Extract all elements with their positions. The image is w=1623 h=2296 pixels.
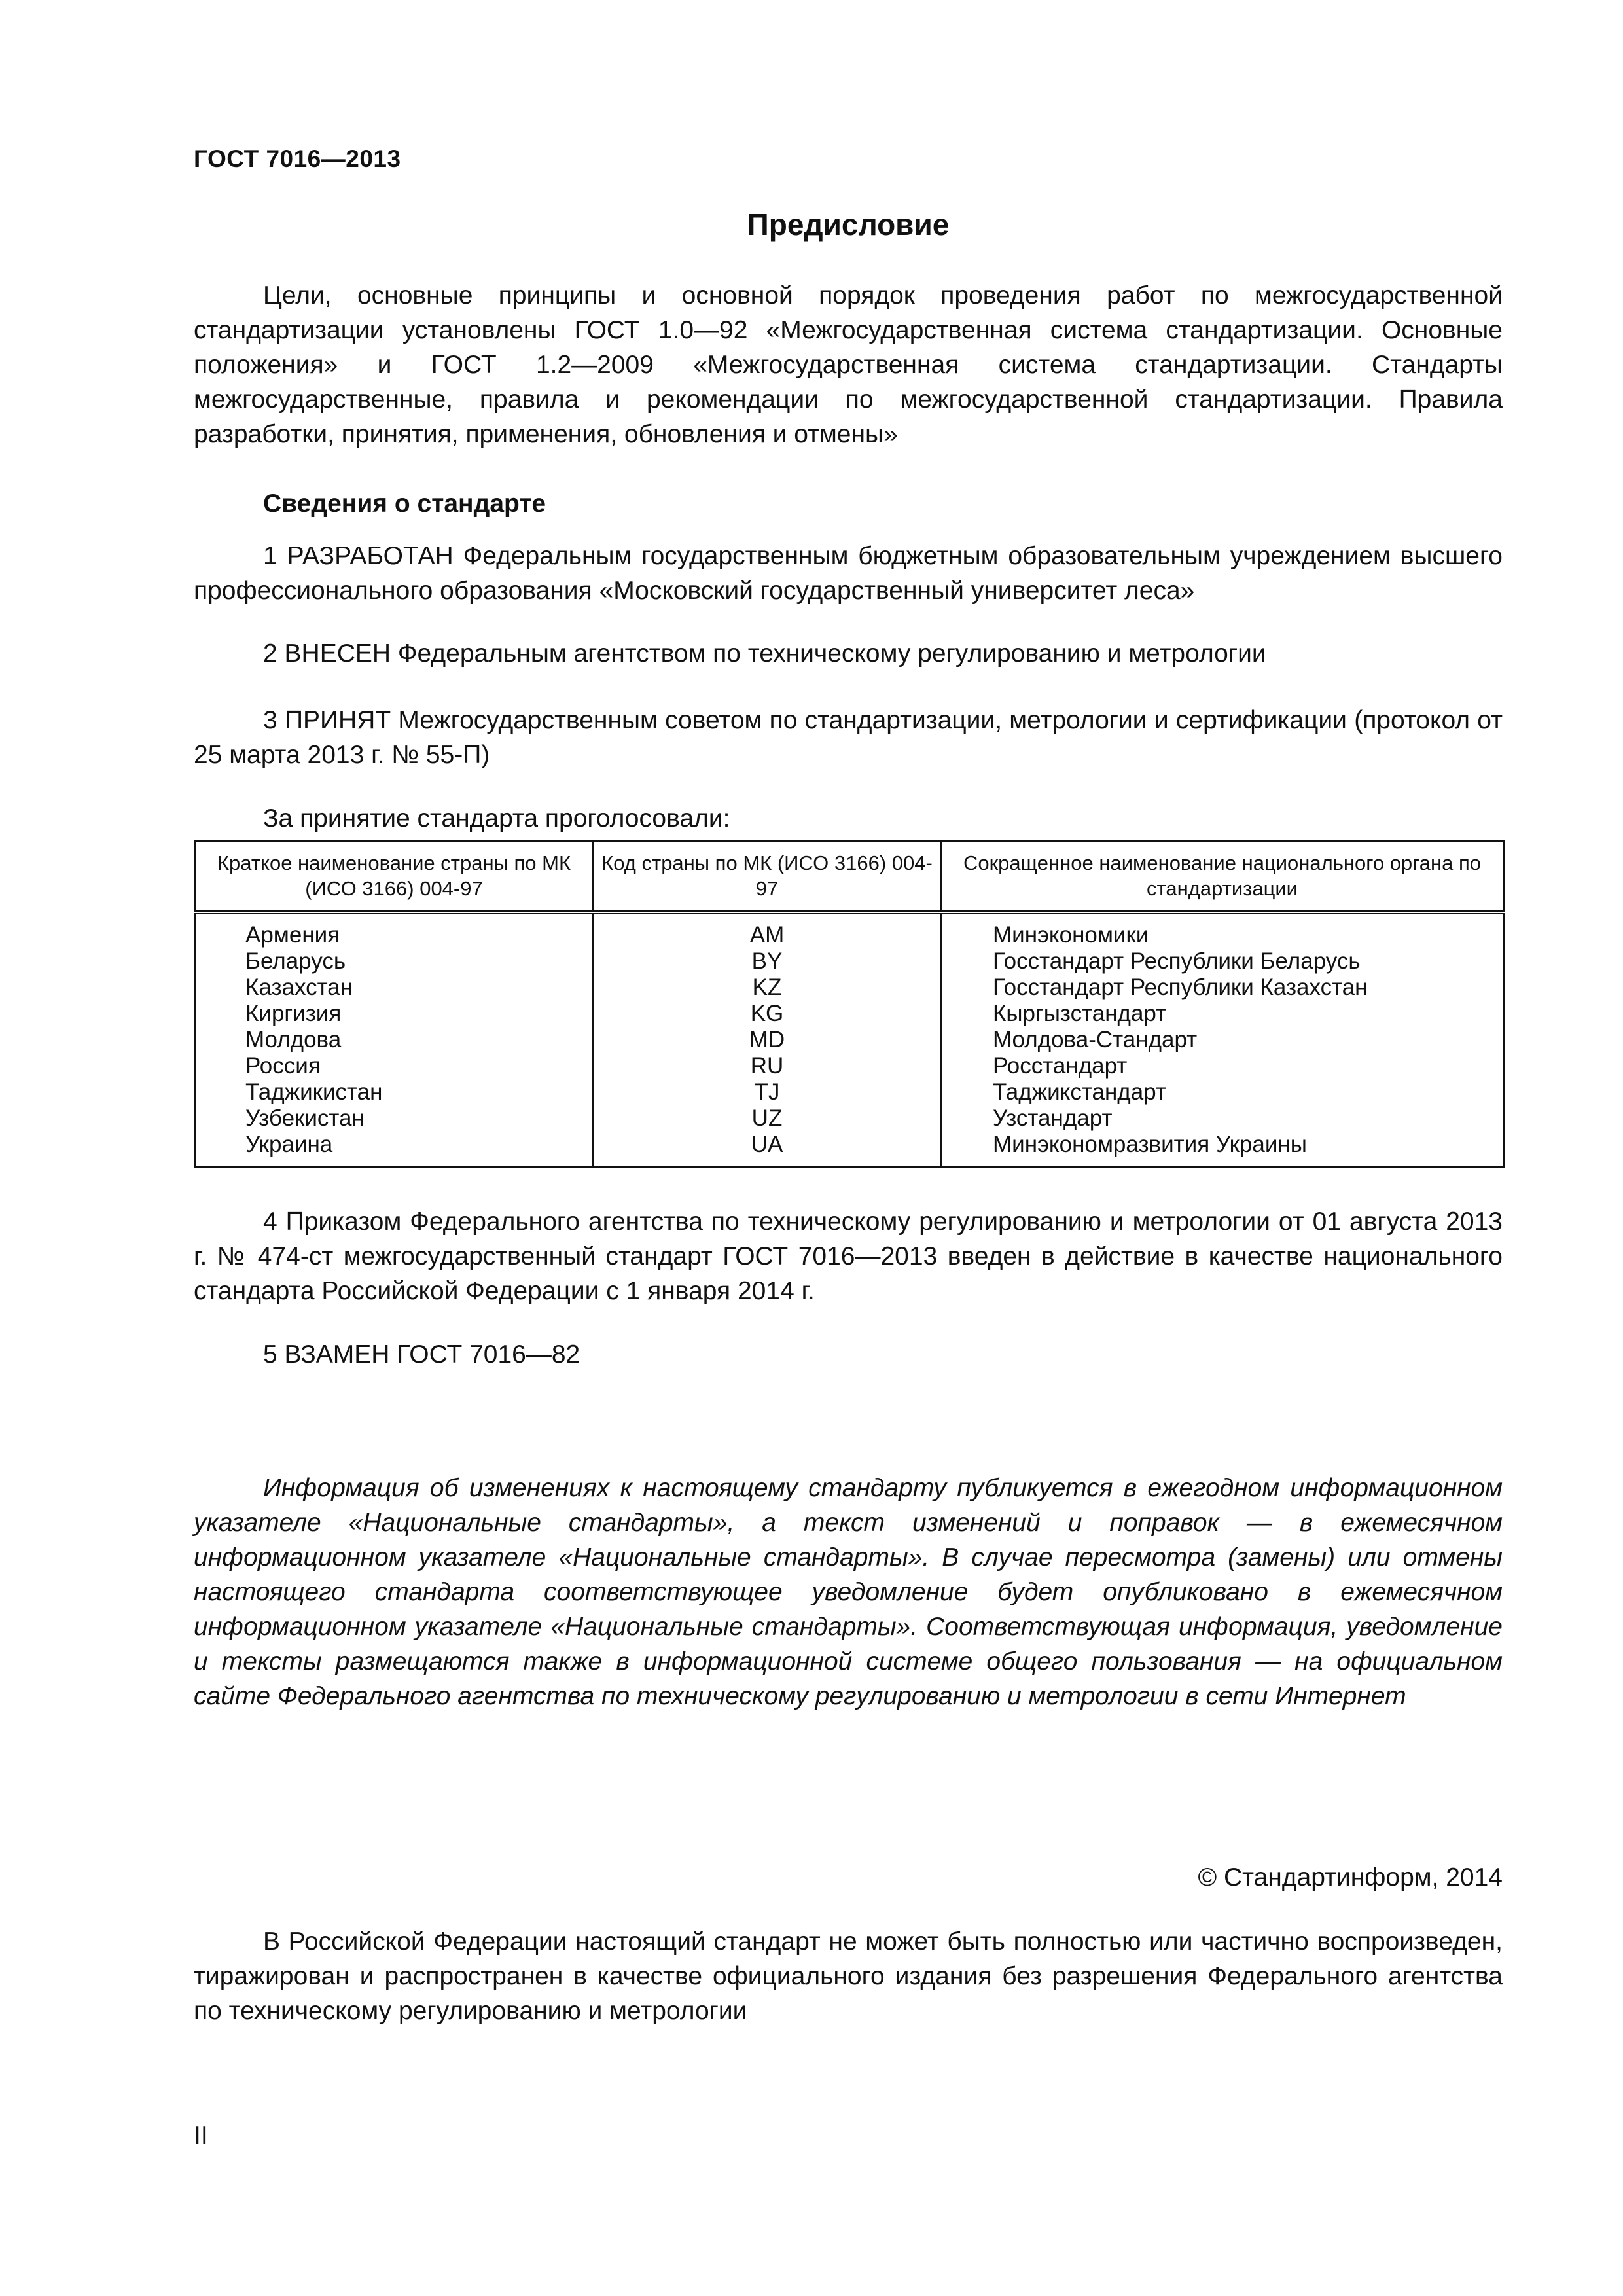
country-code: UZ <box>751 1105 783 1131</box>
country-name: Армения <box>245 922 340 948</box>
item-introduced: 2 ВНЕСЕН Федеральным агентством по техническому регулированию и метрологии <box>263 639 1266 668</box>
authority-name: Госстандарт Республики Беларусь <box>993 948 1361 974</box>
country-code: RU <box>750 1053 784 1079</box>
section-heading: Сведения о стандарте <box>263 490 546 518</box>
standard-code: ГОСТ 7016—2013 <box>194 145 401 172</box>
country-code: KG <box>750 1001 784 1026</box>
country-name: Беларусь <box>245 948 346 974</box>
country-code: MD <box>749 1027 785 1052</box>
authority-name: Минэкономики <box>993 922 1149 948</box>
column-header-authority: Сокращенное наименование национального органа по стандартизации <box>941 842 1504 913</box>
item-replaces: 5 ВЗАМЕН ГОСТ 7016—82 <box>263 1340 580 1369</box>
table-header-row <box>195 842 1504 913</box>
country-code: AM <box>749 922 785 948</box>
country-code: KZ <box>752 975 782 1000</box>
changes-notice: Информация об изменениях к настоящему стандарту публикуется в ежегодном информационном указателе «Национальные стандарты», а текст изменений и поправок — в ежемесячном информационном указателе «Национальные стандарты». В случае пересмотра (замены) или отмены настоящего стандарта соответствующее уведомление будет опубликовано в ежемесячном информационном указателе «Национальные стандарты». Соответствующая информация, уведомление и тексты размещаются также в информационной системе общего пользования — на официальном сайте Федерального агентства по техническому регулированию и метрологии в сети Интернет <box>194 1474 1503 1710</box>
authority-name: Минэкономразвития Украины <box>993 1132 1307 1157</box>
country-name: Узбекистан <box>245 1105 365 1131</box>
code-column <box>594 912 941 1167</box>
authority-name: Госстандарт Республики Казахстан <box>993 975 1368 1000</box>
authority-name: Кыргызстандарт <box>993 1001 1167 1026</box>
country-code: TJ <box>754 1079 780 1105</box>
country-name: Киргизия <box>245 1001 342 1026</box>
vote-intro: За принятие стандарта проголосовали: <box>263 804 730 833</box>
authority-name: Узстандарт <box>993 1105 1113 1131</box>
country-name: Украина <box>245 1132 333 1157</box>
page-number: II <box>194 2122 208 2150</box>
authority-name: Таджикстандарт <box>993 1079 1166 1105</box>
country-name: Россия <box>245 1053 321 1079</box>
page-title: Предисловие <box>747 207 950 242</box>
item-enacted: 4 Приказом Федерального агентства по техническому регулированию и метрологии от 01 августа 2013 г. № 474-ст межгосударственный стандарт ГОСТ 7016—2013 введен в действие в качестве национального стандарта Российской Федерации с 1 января 2014 г. <box>194 1208 1503 1305</box>
country-name: Казахстан <box>245 975 353 1000</box>
country-column <box>195 912 594 1167</box>
vote-table <box>194 840 1505 1168</box>
country-code: UA <box>751 1132 783 1157</box>
intro-paragraph: Цели, основные принципы и основной порядок проведения работ по межгосударственной стандартизации установлены ГОСТ 1.0—92 «Межгосударственная система стандартизации. Основные положения» и ГОСТ 1.2—2009 «Межгосударственная система стандартизации. Стандарты межгосударственные, правила и рекомендации по межгосударственной стандартизации. Правила разработки, принятия, применения, обновления и отмены» <box>194 281 1503 448</box>
column-header-code: Код страны по МК (ИСО 3166) 004-97 <box>594 842 941 913</box>
country-name: Молдова <box>245 1027 342 1052</box>
authority-name: Молдова-Стандарт <box>993 1027 1198 1052</box>
authority-column <box>941 912 1504 1167</box>
copyright-line: © Стандартинформ, 2014 <box>1198 1863 1503 1892</box>
authority-name: Росстандарт <box>993 1053 1128 1079</box>
country-code: BY <box>751 948 783 974</box>
legal-notice: В Российской Федерации настоящий стандарт не может быть полностью или частично воспроизведен, тиражирован и распространен в качестве официального издания без разрешения Федерального агентства по техническому регулированию и метрологии <box>194 1928 1503 2025</box>
document-page <box>194 0 1503 2296</box>
column-header-country: Краткое наименование страны по МК (ИСО 3166) 004-97 <box>195 842 594 913</box>
item-developed: 1 РАЗРАБОТАН Федеральным государственным бюджетным образовательным учреждением высшего профессионального образования «Московский государственный университет леса» <box>194 542 1503 605</box>
country-name: Таджикистан <box>245 1079 383 1105</box>
item-adopted: 3 ПРИНЯТ Межгосударственным советом по стандартизации, метрологии и сертификации (протокол от 25 марта 2013 г. № 55-П) <box>194 706 1503 769</box>
table-body <box>195 912 1504 1167</box>
